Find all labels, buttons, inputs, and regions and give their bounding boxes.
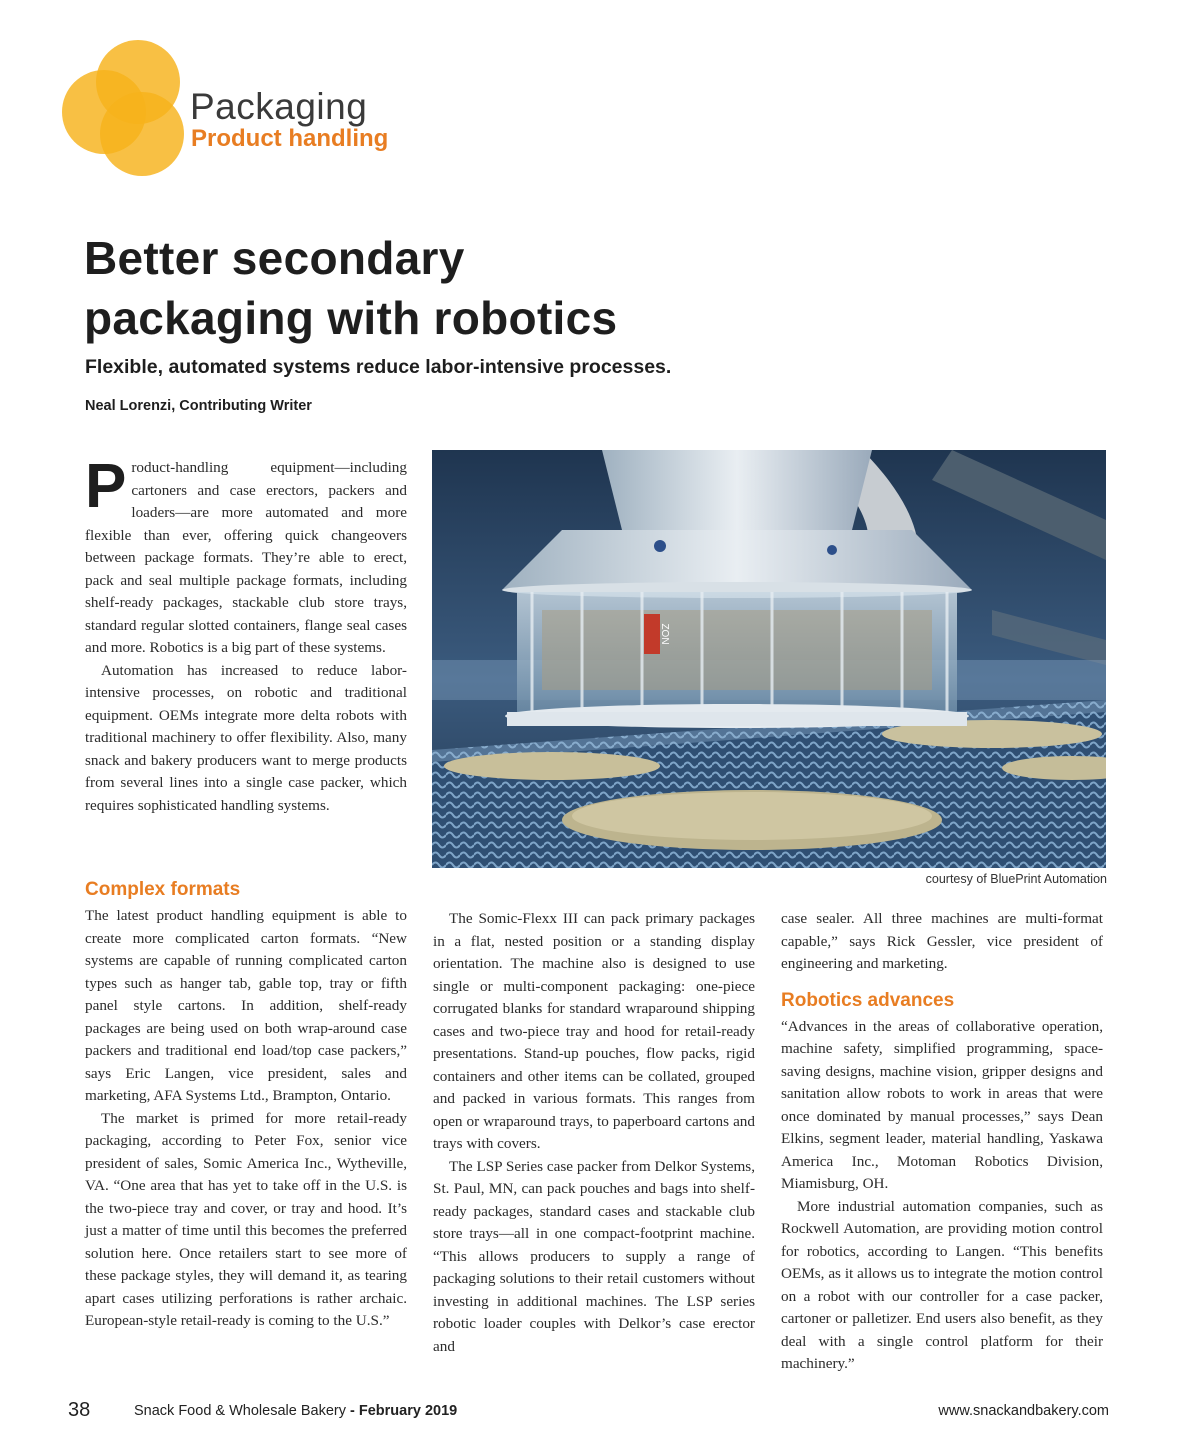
intro-column [85, 452, 407, 817]
column-2 [433, 908, 755, 1358]
column-3 [781, 908, 1103, 1376]
section-title: Packaging [190, 86, 368, 127]
col2-paragraph-1: The Somic-Flexx III can pack primary packages in a flat, nested position or a standing display orientation. The machine also is designed to use single or multi-component packaging: one-piece corrugated blanks for standard wraparound shipping cases and two-piece tray and hood for retail-ready presentations. Stand-up pouches, flow packs, rigid containers and other items can be collated, grouped and packed in various formats. This ranges from open or wraparound trays, to paperboard cartons and trays with covers. [433, 910, 755, 1152]
photo-tag-text: ZON [659, 623, 670, 645]
col1-paragraph-1: The latest product handling equipment is able to create more complicated carton formats. “New systems are capable of running complicated carton types such as hanger tab, gable top, tray or fifth panel style cartons. In addition, shelf-ready packages are being used on both wrap-around case packers and traditional end load/top case packers,” says Eric Langen, vice president, sales and marketing, AFA Systems Ltd., Brampton, Ontario. [85, 907, 407, 1104]
col3-paragraph-3: More industrial automation companies, such as Rockwell Automation, are providing motion control for robotics, according to Langen. “This benefits OEMs, as it allows us to integrate the motion control on a robot with our controller for a case packer, cartoner or palletizer. End users also benefit, as they deal with a single control platform for their machinery.” [781, 1197, 1103, 1372]
col3-paragraph-2: “Advances in the areas of collaborative operation, machine safety, simplified programming, space-saving designs, machine vision, gripper designs and sanitation allow robots to work in areas that were once dominated by manual processes,” says Dean Elkins, segment leader, material handling, Yaskawa America Inc., Motoman Robotics Division, Miamisburg, OH. [781, 1017, 1103, 1192]
drop-cap: P [85, 452, 127, 521]
logo-circle-bottom [100, 92, 184, 176]
headline-line-1: Better secondary [84, 232, 465, 284]
heading-complex-formats: Complex formats [85, 879, 241, 900]
page-number: 38 [68, 1399, 91, 1421]
column-1 [85, 879, 407, 1333]
magazine-name: Snack Food & Wholesale Bakery [134, 1403, 346, 1419]
robot-photo-illustration [432, 450, 1106, 868]
issue-date: February 2019 [358, 1403, 458, 1419]
col1-paragraph-2: The market is primed for more retail-ready packaging, according to Peter Fox, senior vice president of sales, Somic America Inc., Wytheville, VA. “One area that has yet to take off in the U.S. is the two-piece tray and cover, or tray and hood. It’s just a matter of time until this becomes the preferred solution here. Once retailers start to see more of these package styles, they will demand it, as tearing apart cases utilizing perforations is rather archaic. European-style retail-ready is coming to the U.S.” [85, 1109, 407, 1329]
intro-paragraph-1-text: roduct-handling equipment—including cartoners and case erectors, packers and loaders—are more automated and more flexible than ever, offering quick changeovers between package formats. They’re able to erect, pack and seal multiple package formats, including shelf-ready packages, stackable club store trays, standard regular slotted containers, flange seal cases and more. Robotics is a big part of these systems. [85, 459, 407, 656]
section-subtitle: Product handling [191, 125, 389, 152]
headline-line-2: packaging with robotics [84, 292, 618, 344]
col3-paragraph-1: case sealer. All three machines are multi-format capable,” says Rick Gessler, vice president of engineering and marketing. [781, 910, 1103, 972]
heading-robotics-advances: Robotics advances [781, 989, 955, 1011]
footer-url[interactable]: www.snackandbakery.com [938, 1403, 1109, 1419]
article-photo [432, 450, 1106, 868]
article-deck: Flexible, automated systems reduce labor-intensive processes. [85, 356, 672, 378]
photo-credit: courtesy of BluePrint Automation [925, 872, 1107, 886]
footer-magazine [134, 1403, 457, 1419]
intro-paragraph-1 [85, 452, 407, 660]
col2-paragraph-2: The LSP Series case packer from Delkor Systems, St. Paul, MN, can pack pouches and bags into shelf-ready packages, standard cases and stackable club store trays—all in one compact-footprint machine. “This allows producers to supply a range of packaging solutions to their retail customers without investing in additional machines. The LSP series robotic loader couples with Delkor’s case erector and [433, 1157, 755, 1355]
intro-paragraph-2: Automation has increased to reduce labor-intensive processes, on robotic and traditional equipment. OEMs integrate more delta robots with traditional machinery to offer flexibility. Also, many snack and bakery producers want to merge products from several lines into a single case packer, which requires sophisticated handling systems. [85, 661, 407, 814]
footer-separator: - [345, 1403, 359, 1419]
article-byline: Neal Lorenzi, Contributing Writer [85, 398, 312, 414]
article-headline [84, 228, 984, 348]
